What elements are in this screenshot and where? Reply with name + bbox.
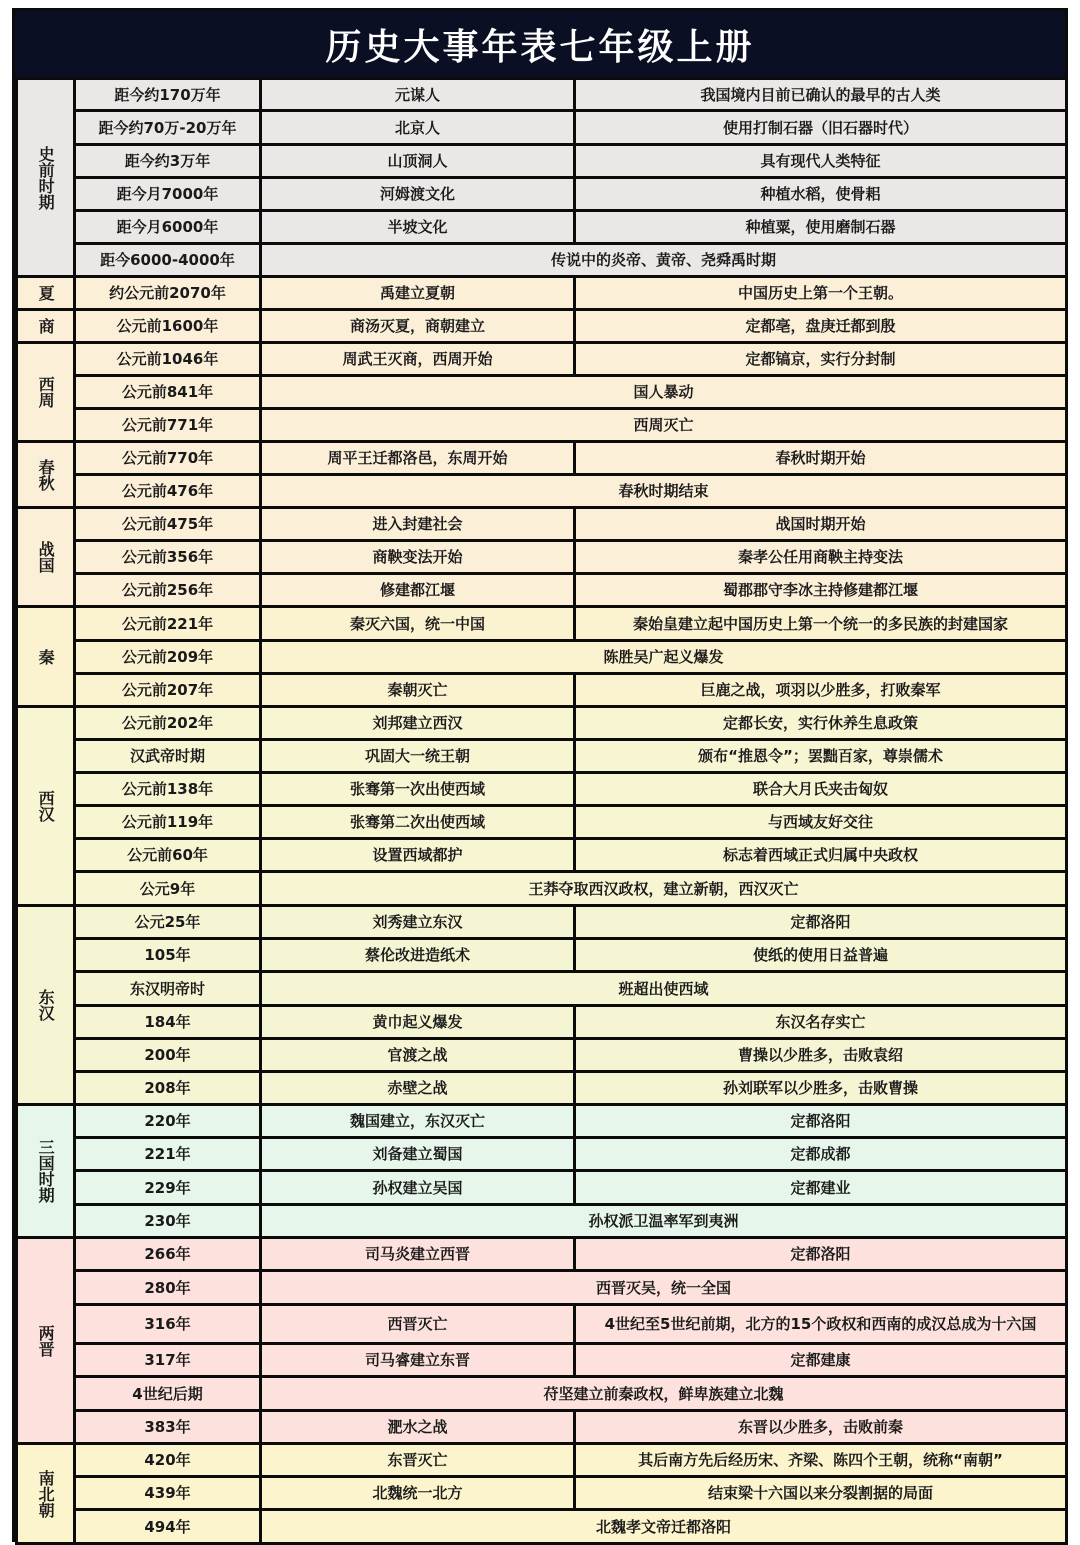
detail-cell: 曹操以少胜多，击败袁绍 bbox=[575, 1039, 1067, 1072]
date-cell: 公元25年 bbox=[75, 906, 261, 939]
merged-event-cell: 春秋时期结束 bbox=[261, 475, 1067, 508]
detail-cell: 秦孝公任用商鞅主持变法 bbox=[575, 541, 1067, 574]
detail-cell: 中国历史上第一个王朝。 bbox=[575, 277, 1067, 310]
date-cell: 公元前138年 bbox=[75, 773, 261, 806]
table-row bbox=[17, 1006, 1067, 1039]
event-cell: 司马炎建立西晋 bbox=[261, 1238, 575, 1271]
merged-event-cell: 西晋灭吴，统一全国 bbox=[261, 1271, 1067, 1305]
table-row bbox=[17, 79, 1067, 111]
date-cell: 439年 bbox=[75, 1477, 261, 1510]
date-cell: 公元前1046年 bbox=[75, 343, 261, 376]
event-cell: 半坡文化 bbox=[261, 211, 575, 244]
title-bar bbox=[15, 11, 1065, 77]
table-row bbox=[17, 641, 1067, 674]
event-cell: 黄巾起义爆发 bbox=[261, 1006, 575, 1039]
event-cell: 赤壁之战 bbox=[261, 1072, 575, 1105]
date-cell: 316年 bbox=[75, 1305, 261, 1344]
date-cell: 383年 bbox=[75, 1411, 261, 1444]
table-row bbox=[17, 1171, 1067, 1205]
date-cell: 公元前475年 bbox=[75, 508, 261, 541]
date-cell: 280年 bbox=[75, 1271, 261, 1305]
era-label: 西汉 bbox=[17, 707, 75, 906]
merged-event-cell: 班超出使西域 bbox=[261, 972, 1067, 1006]
table-row bbox=[17, 1411, 1067, 1444]
date-cell: 公元9年 bbox=[75, 872, 261, 906]
merged-event-cell: 陈胜吴广起义爆发 bbox=[261, 641, 1067, 674]
date-cell: 266年 bbox=[75, 1238, 261, 1271]
event-cell: 魏国建立，东汉灭亡 bbox=[261, 1105, 575, 1138]
date-cell: 公元前221年 bbox=[75, 607, 261, 641]
table-row bbox=[17, 1072, 1067, 1105]
table-row bbox=[17, 1238, 1067, 1271]
date-cell: 公元前209年 bbox=[75, 641, 261, 674]
table-row bbox=[17, 872, 1067, 906]
detail-cell: 具有现代人类特征 bbox=[575, 145, 1067, 178]
table-row bbox=[17, 409, 1067, 442]
table-row bbox=[17, 310, 1067, 343]
detail-cell: 定都建康 bbox=[575, 1344, 1067, 1377]
detail-cell: 我国境内目前已确认的最早的古人类 bbox=[575, 79, 1067, 111]
event-cell: 蔡伦改进造纸术 bbox=[261, 939, 575, 972]
event-cell: 周武王灭商，西周开始 bbox=[261, 343, 575, 376]
detail-cell: 使用打制石器（旧石器时代） bbox=[575, 111, 1067, 145]
date-cell: 4世纪后期 bbox=[75, 1377, 261, 1411]
table-row bbox=[17, 442, 1067, 475]
detail-cell: 定都长安，实行休养生息政策 bbox=[575, 707, 1067, 740]
date-cell: 229年 bbox=[75, 1171, 261, 1205]
era-label: 两晋 bbox=[17, 1238, 75, 1444]
detail-cell: 定都建业 bbox=[575, 1171, 1067, 1205]
timeline-table bbox=[15, 77, 1068, 1545]
table-row bbox=[17, 1205, 1067, 1238]
date-cell: 公元前841年 bbox=[75, 376, 261, 409]
event-cell: 刘备建立蜀国 bbox=[261, 1138, 575, 1171]
event-cell: 秦朝灭亡 bbox=[261, 674, 575, 707]
detail-cell: 使纸的使用日益普遍 bbox=[575, 939, 1067, 972]
table-row bbox=[17, 1271, 1067, 1305]
date-cell: 距今约70万-20万年 bbox=[75, 111, 261, 145]
event-cell: 刘秀建立东汉 bbox=[261, 906, 575, 939]
era-label: 夏 bbox=[17, 277, 75, 310]
date-cell: 东汉明帝时 bbox=[75, 972, 261, 1006]
detail-cell: 蜀郡郡守李冰主持修建都江堰 bbox=[575, 574, 1067, 607]
detail-cell: 种植水稻，使骨耜 bbox=[575, 178, 1067, 211]
table-row bbox=[17, 475, 1067, 508]
date-cell: 105年 bbox=[75, 939, 261, 972]
event-cell: 设置西域都护 bbox=[261, 839, 575, 872]
date-cell: 汉武帝时期 bbox=[75, 740, 261, 773]
detail-cell: 定都洛阳 bbox=[575, 1238, 1067, 1271]
detail-cell: 秦始皇建立起中国历史上第一个统一的多民族的封建国家 bbox=[575, 607, 1067, 641]
table-row bbox=[17, 211, 1067, 244]
event-cell: 进入封建社会 bbox=[261, 508, 575, 541]
date-cell: 距今6000-4000年 bbox=[75, 244, 261, 277]
date-cell: 公元前1600年 bbox=[75, 310, 261, 343]
detail-cell: 种植粟，使用磨制石器 bbox=[575, 211, 1067, 244]
event-cell: 北京人 bbox=[261, 111, 575, 145]
table-row bbox=[17, 773, 1067, 806]
detail-cell: 联合大月氏夹击匈奴 bbox=[575, 773, 1067, 806]
event-cell: 北魏统一北方 bbox=[261, 1477, 575, 1510]
date-cell: 约公元前2070年 bbox=[75, 277, 261, 310]
date-cell: 公元前207年 bbox=[75, 674, 261, 707]
date-cell: 公元前60年 bbox=[75, 839, 261, 872]
era-label: 春秋 bbox=[17, 442, 75, 508]
event-cell: 商汤灭夏，商朝建立 bbox=[261, 310, 575, 343]
timeline-body bbox=[17, 79, 1067, 1544]
detail-cell: 定都洛阳 bbox=[575, 906, 1067, 939]
detail-cell: 其后南方先后经历宋、齐梁、陈四个王朝，统称“南朝” bbox=[575, 1444, 1067, 1477]
table-row bbox=[17, 244, 1067, 277]
table-row bbox=[17, 1039, 1067, 1072]
date-cell: 距今月7000年 bbox=[75, 178, 261, 211]
table-row bbox=[17, 939, 1067, 972]
event-cell: 商鞅变法开始 bbox=[261, 541, 575, 574]
detail-cell: 标志着西域正式归属中央政权 bbox=[575, 839, 1067, 872]
date-cell: 公元前771年 bbox=[75, 409, 261, 442]
detail-cell: 巨鹿之战，项羽以少胜多，打败秦军 bbox=[575, 674, 1067, 707]
event-cell: 淝水之战 bbox=[261, 1411, 575, 1444]
table-row bbox=[17, 111, 1067, 145]
table-row bbox=[17, 674, 1067, 707]
event-cell: 秦灭六国，统一中国 bbox=[261, 607, 575, 641]
detail-cell: 颁布“推恩令”；罢黜百家，尊崇儒术 bbox=[575, 740, 1067, 773]
detail-cell: 4世纪至5世纪前期，北方的15个政权和西南的成汉总成为十六国 bbox=[575, 1305, 1067, 1344]
date-cell: 距今约3万年 bbox=[75, 145, 261, 178]
era-label: 南北朝 bbox=[17, 1444, 75, 1544]
event-cell: 官渡之战 bbox=[261, 1039, 575, 1072]
date-cell: 公元前770年 bbox=[75, 442, 261, 475]
table-row bbox=[17, 508, 1067, 541]
table-row bbox=[17, 1444, 1067, 1477]
page-title: 历史大事年表七年级上册 bbox=[325, 26, 755, 68]
date-cell: 距今约170万年 bbox=[75, 79, 261, 111]
era-label: 史前时期 bbox=[17, 79, 75, 277]
table-row bbox=[17, 906, 1067, 939]
event-cell: 修建都江堰 bbox=[261, 574, 575, 607]
date-cell: 公元前119年 bbox=[75, 806, 261, 839]
detail-cell: 定都洛阳 bbox=[575, 1105, 1067, 1138]
date-cell: 221年 bbox=[75, 1138, 261, 1171]
detail-cell: 东汉名存实亡 bbox=[575, 1006, 1067, 1039]
table-row bbox=[17, 574, 1067, 607]
event-cell: 刘邦建立西汉 bbox=[261, 707, 575, 740]
detail-cell: 定都镐京，实行分封制 bbox=[575, 343, 1067, 376]
merged-event-cell: 王莽夺取西汉政权，建立新朝，西汉灭亡 bbox=[261, 872, 1067, 906]
era-label: 三国时期 bbox=[17, 1105, 75, 1238]
table-row bbox=[17, 178, 1067, 211]
era-label: 战国 bbox=[17, 508, 75, 607]
date-cell: 公元前356年 bbox=[75, 541, 261, 574]
date-cell: 公元前202年 bbox=[75, 707, 261, 740]
merged-event-cell: 国人暴动 bbox=[261, 376, 1067, 409]
merged-event-cell: 传说中的炎帝、黄帝、尧舜禹时期 bbox=[261, 244, 1067, 277]
detail-cell: 定都亳，盘庚迁都到殷 bbox=[575, 310, 1067, 343]
table-row bbox=[17, 376, 1067, 409]
date-cell: 494年 bbox=[75, 1510, 261, 1544]
event-cell: 司马睿建立东晋 bbox=[261, 1344, 575, 1377]
event-cell: 河姆渡文化 bbox=[261, 178, 575, 211]
table-row bbox=[17, 1344, 1067, 1377]
merged-event-cell: 孙权派卫温率军到夷洲 bbox=[261, 1205, 1067, 1238]
table-row bbox=[17, 145, 1067, 178]
table-row bbox=[17, 1477, 1067, 1510]
event-cell: 元谋人 bbox=[261, 79, 575, 111]
date-cell: 公元前256年 bbox=[75, 574, 261, 607]
date-cell: 220年 bbox=[75, 1105, 261, 1138]
detail-cell: 春秋时期开始 bbox=[575, 442, 1067, 475]
date-cell: 230年 bbox=[75, 1205, 261, 1238]
timeline-table-frame bbox=[12, 8, 1068, 1542]
table-row bbox=[17, 806, 1067, 839]
era-label: 西周 bbox=[17, 343, 75, 442]
detail-cell: 结束梁十六国以来分裂割据的局面 bbox=[575, 1477, 1067, 1510]
table-row bbox=[17, 1105, 1067, 1138]
detail-cell: 战国时期开始 bbox=[575, 508, 1067, 541]
date-cell: 317年 bbox=[75, 1344, 261, 1377]
table-row bbox=[17, 541, 1067, 574]
table-row bbox=[17, 277, 1067, 310]
event-cell: 西晋灭亡 bbox=[261, 1305, 575, 1344]
detail-cell: 与西域友好交往 bbox=[575, 806, 1067, 839]
table-row bbox=[17, 707, 1067, 740]
table-row bbox=[17, 343, 1067, 376]
detail-cell: 东晋以少胜多，击败前秦 bbox=[575, 1411, 1067, 1444]
merged-event-cell: 北魏孝文帝迁都洛阳 bbox=[261, 1510, 1067, 1544]
era-label: 东汉 bbox=[17, 906, 75, 1105]
date-cell: 200年 bbox=[75, 1039, 261, 1072]
era-label: 商 bbox=[17, 310, 75, 343]
detail-cell: 孙刘联军以少胜多，击败曹操 bbox=[575, 1072, 1067, 1105]
detail-cell: 定都成都 bbox=[575, 1138, 1067, 1171]
event-cell: 东晋灭亡 bbox=[261, 1444, 575, 1477]
event-cell: 周平王迁都洛邑，东周开始 bbox=[261, 442, 575, 475]
table-row bbox=[17, 972, 1067, 1006]
era-label: 秦 bbox=[17, 607, 75, 707]
date-cell: 公元前476年 bbox=[75, 475, 261, 508]
date-cell: 420年 bbox=[75, 1444, 261, 1477]
table-row bbox=[17, 839, 1067, 872]
event-cell: 巩固大一统王朝 bbox=[261, 740, 575, 773]
merged-event-cell: 西周灭亡 bbox=[261, 409, 1067, 442]
table-row bbox=[17, 607, 1067, 641]
event-cell: 山顶洞人 bbox=[261, 145, 575, 178]
table-row bbox=[17, 1138, 1067, 1171]
date-cell: 208年 bbox=[75, 1072, 261, 1105]
merged-event-cell: 苻坚建立前秦政权，鲜卑族建立北魏 bbox=[261, 1377, 1067, 1411]
date-cell: 184年 bbox=[75, 1006, 261, 1039]
event-cell: 孙权建立吴国 bbox=[261, 1171, 575, 1205]
table-row bbox=[17, 1510, 1067, 1544]
event-cell: 张骞第一次出使西域 bbox=[261, 773, 575, 806]
table-row bbox=[17, 1305, 1067, 1344]
event-cell: 张骞第二次出使西域 bbox=[261, 806, 575, 839]
table-row bbox=[17, 1377, 1067, 1411]
date-cell: 距今月6000年 bbox=[75, 211, 261, 244]
event-cell: 禹建立夏朝 bbox=[261, 277, 575, 310]
table-row bbox=[17, 740, 1067, 773]
